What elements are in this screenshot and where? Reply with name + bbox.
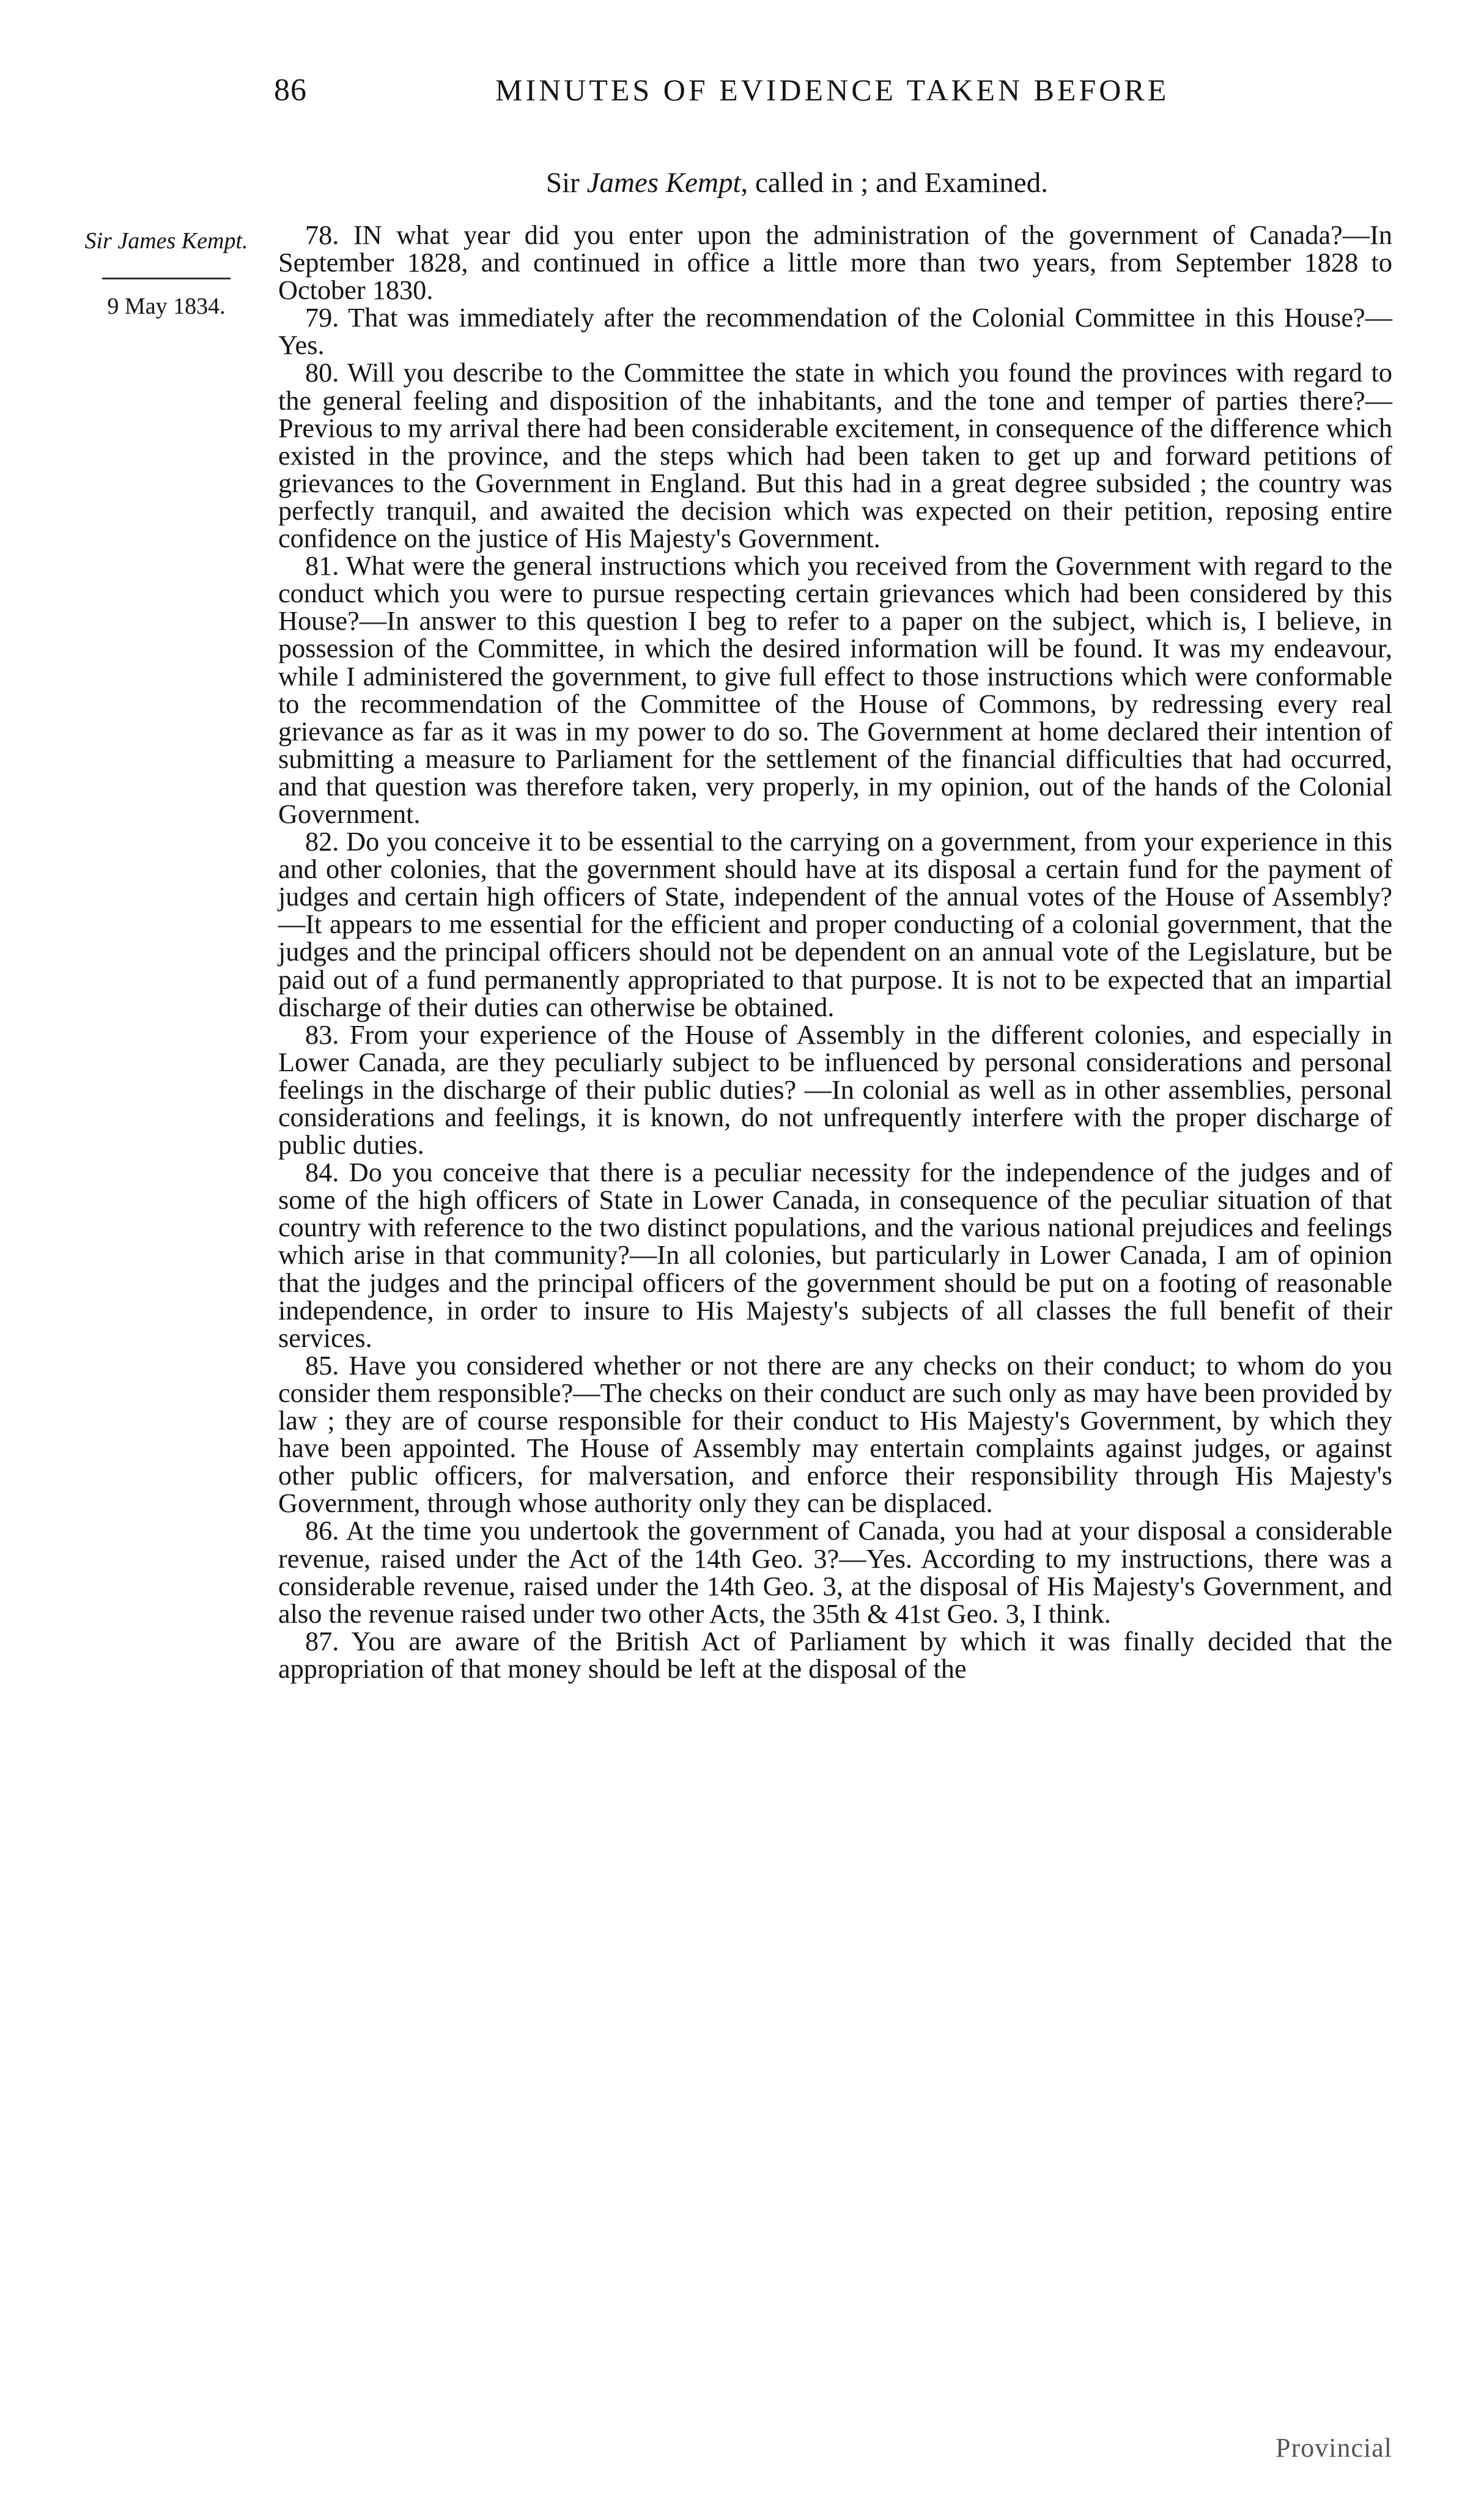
heading-suffix: , called in ; and Examined. bbox=[740, 167, 1048, 199]
heading-prefix: Sir bbox=[545, 167, 587, 199]
evidence-body bbox=[278, 221, 1392, 1683]
section-heading bbox=[0, 166, 1484, 199]
question-87: 87. You are aware of the British Act of Parliament by which it was finally decided that the appropriation of that money should be left at the disposal of the bbox=[278, 1626, 1392, 1684]
page-number: 86 bbox=[274, 73, 307, 108]
question-82: 82. Do you conceive it to be essential to the carrying on a government, from your experience in this and other colonies, that the government should have at its disposal a certain fund for the payment of judges and certain high officers of State, independent of the annual votes of the House of Assembly?—It appears to me essential for the efficient and proper conducting of a colonial government, that the judges and the principal officers should not be dependent on an annual vote of the Legislature, but be paid out of a fund permanently appropriated to that purpose. It is not to be expected that an impartial discharge of their duties can otherwise be obtained. bbox=[278, 827, 1392, 1022]
margin-witness-name: Sir James Kempt. bbox=[84, 228, 248, 254]
page-end-catchword: Provincial bbox=[1275, 2433, 1392, 2463]
margin-divider bbox=[102, 278, 231, 279]
question-86: 86. At the time you undertook the government of Canada, you had at your disposal a considerable revenue, raised under the Act of the 14th Geo. 3?—Yes. According to my instructions, there was a considerable revenue, raised under the 14th Geo. 3, at the disposal of His Majesty's Government, and also the revenue raised under two other Acts, the 35th & 41st Geo. 3, I think. bbox=[278, 1516, 1392, 1629]
question-81: 81. What were the general instructions which you received from the Government with regard to the conduct which you were to pursue respecting certain grievances which had been considered by this House?—In answer to this question I beg to refer to a paper on the subject, which is, I believe, in possession of the Committee, in which the desired information will be found. It was my endeavour, while I administered the government, to give full effect to those instructions which were conformable to the recommendation of the Committee of the House of Commons, by redressing every real grievance as far as it was in my power to do so. The Government at home declared their intention of submitting a measure to Parliament for the settlement of the financial difficulties that had occurred, and that question was therefore taken, very properly, in my opinion, out of the hands of the Colonial Government. bbox=[278, 551, 1392, 829]
question-78: 78. IN what year did you enter upon the administration of the government of Canada?—In September 1828, and continued in office a little more than two years, from September 1828 to October 1830. bbox=[278, 220, 1392, 306]
question-85: 85. Have you considered whether or not there are any checks on their conduct; to whom do you consider them responsible?—The checks on their conduct are such only as may have been provided by law ; they are of course responsible for their conduct to His Majesty's Government, by which they have been appointed. The House of Assembly may entertain complaints against judges, or against other public officers, for malversation, and enforce their responsibility through His Majesty's Government, through whose authority only they can be displaced. bbox=[278, 1350, 1392, 1519]
question-84: 84. Do you conceive that there is a peculiar necessity for the independence of the judges and of some of the high officers of State in Lower Canada, in consequence of the peculiar situation of that country with reference to the two distinct populations, and the various national prejudices and feelings which arise in that community?—In all colonies, but particularly in Lower Canada, I am of opinion that the judges and the principal officers of the government should be put on a footing of reasonable independence, in order to insure to His Majesty's subjects of all classes the full benefit of their services. bbox=[278, 1157, 1392, 1353]
margin-date: 9 May 1834. bbox=[107, 293, 226, 319]
question-83: 83. From your experience of the House of Assembly in the different colonies, and especially in Lower Canada, are they peculiarly subject to be influenced by personal considerations and personal feelings in the discharge of their public duties? —In colonial as well as in other assemblies, personal considerations and feelings, it is known, do not unfrequently interfere with the proper discharge of public duties. bbox=[278, 1019, 1392, 1160]
heading-witness-name: James Kempt bbox=[586, 167, 741, 199]
running-title: MINUTES OF EVIDENCE TAKEN BEFORE bbox=[495, 73, 1170, 107]
running-head bbox=[0, 72, 1484, 121]
question-80: 80. Will you describe to the Committee the state in which you found the provinces with regard to the general feeling and disposition of the inhabitants, and the tone and temper of parties there?—Previous to my arrival there had been considerable excitement, in consequence of the difference which existed in the province, and the steps which had been taken to get up and forward petitions of grievances to the Government in England. But this had in a great degree subsided ; the country was perfectly tranquil, and awaited the decision which was expected on their petition, reposing entire confidence on the justice of His Majesty's Government. bbox=[278, 358, 1392, 554]
question-79: 79. That was immediately after the recommendation of the Colonial Committee in this House?—Yes. bbox=[278, 303, 1392, 361]
margin-note bbox=[50, 227, 282, 320]
